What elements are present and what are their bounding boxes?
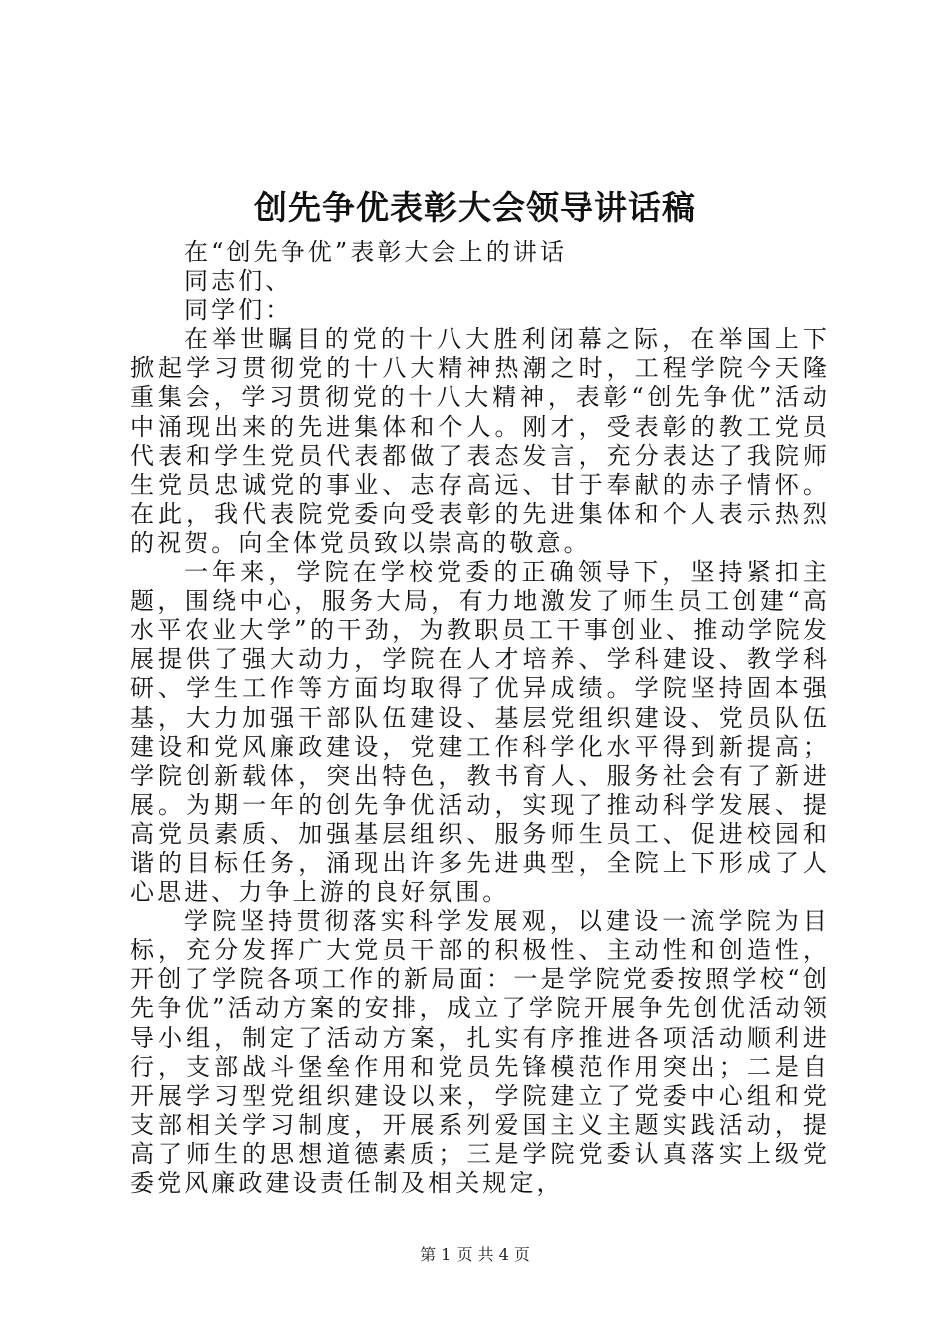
salutation-students: 同学们：	[184, 296, 293, 325]
body-paragraph: 一年来，学院在学校党委的正确领导下，坚持紧扣主题，围绕中心，服务大局，有力地激发了师生员工创建“高水平农业大学”的干劲，为教职员工干事创业、推动学院发展提供了强大动力，学院在人才培养、学科建设、教学科研、学生工作等方面均取得了优异成绩。学院坚持固本强基，大力加强干部队伍建设、基层党组织建设、党员队伍建设和党风廉政建设，党建工作科学化水平得到新提高；学院创新载体，突出特色，教书育人、服务社会有了新进展。为期一年的创先争优活动，实现了推动科学发展、提高党员素质、加强基层组织、服务师生员工、促进校园和谐的目标任务，涌现出许多先进典型，全院上下形成了人心思进、力争上游的良好氛围。	[130, 558, 830, 907]
body-paragraph: 在举世瞩目的党的十八大胜利闭幕之际，在举国上下掀起学习贯彻党的十八大精神热潮之时，工程学院今天隆重集会，学习贯彻党的十八大精神，表彰“创先争优”活动中涌现出来的先进集体和个人。刚才，受表彰的教工党员代表和学生党员代表都做了表态发言，充分表达了我院师生党员忠诚党的事业、志存高远、甘于奉献的赤子情怀。在此，我代表院党委向受表彰的先进集体和个人表示热烈的祝贺。向全体党员致以崇高的敬意。	[130, 325, 830, 557]
document-title: 创先争优表彰大会领导讲话稿	[254, 188, 696, 227]
body-paragraph: 学院坚持贯彻落实科学发展观，以建设一流学院为目标，充分发挥广大党员干部的积极性、主动性和创造性，开创了学院各项工作的新局面：一是学院党委按照学校“创先争优”活动方案的安排，成立了学院开展争先创优活动领导小组，制定了活动方案，扎实有序推进各项活动顺利进行，支部战斗堡垒作用和党员先锋模范作用突出；二是自开展学习型党组织建设以来，学院建立了党委中心组和党支部相关学习制度，开展系列爱国主义主题实践活动，提高了师生的思想道德素质；三是学院党委认真落实上级党委党风廉政建设责任制及相关规定，	[130, 907, 830, 1197]
document-body	[130, 238, 830, 1198]
page-number-footer: 第 1 页 共 4 页	[420, 1245, 530, 1264]
speech-subtitle: 在“创先争优”表彰大会上的讲话	[184, 238, 568, 266]
salutation-comrades: 同志们、	[184, 267, 293, 296]
